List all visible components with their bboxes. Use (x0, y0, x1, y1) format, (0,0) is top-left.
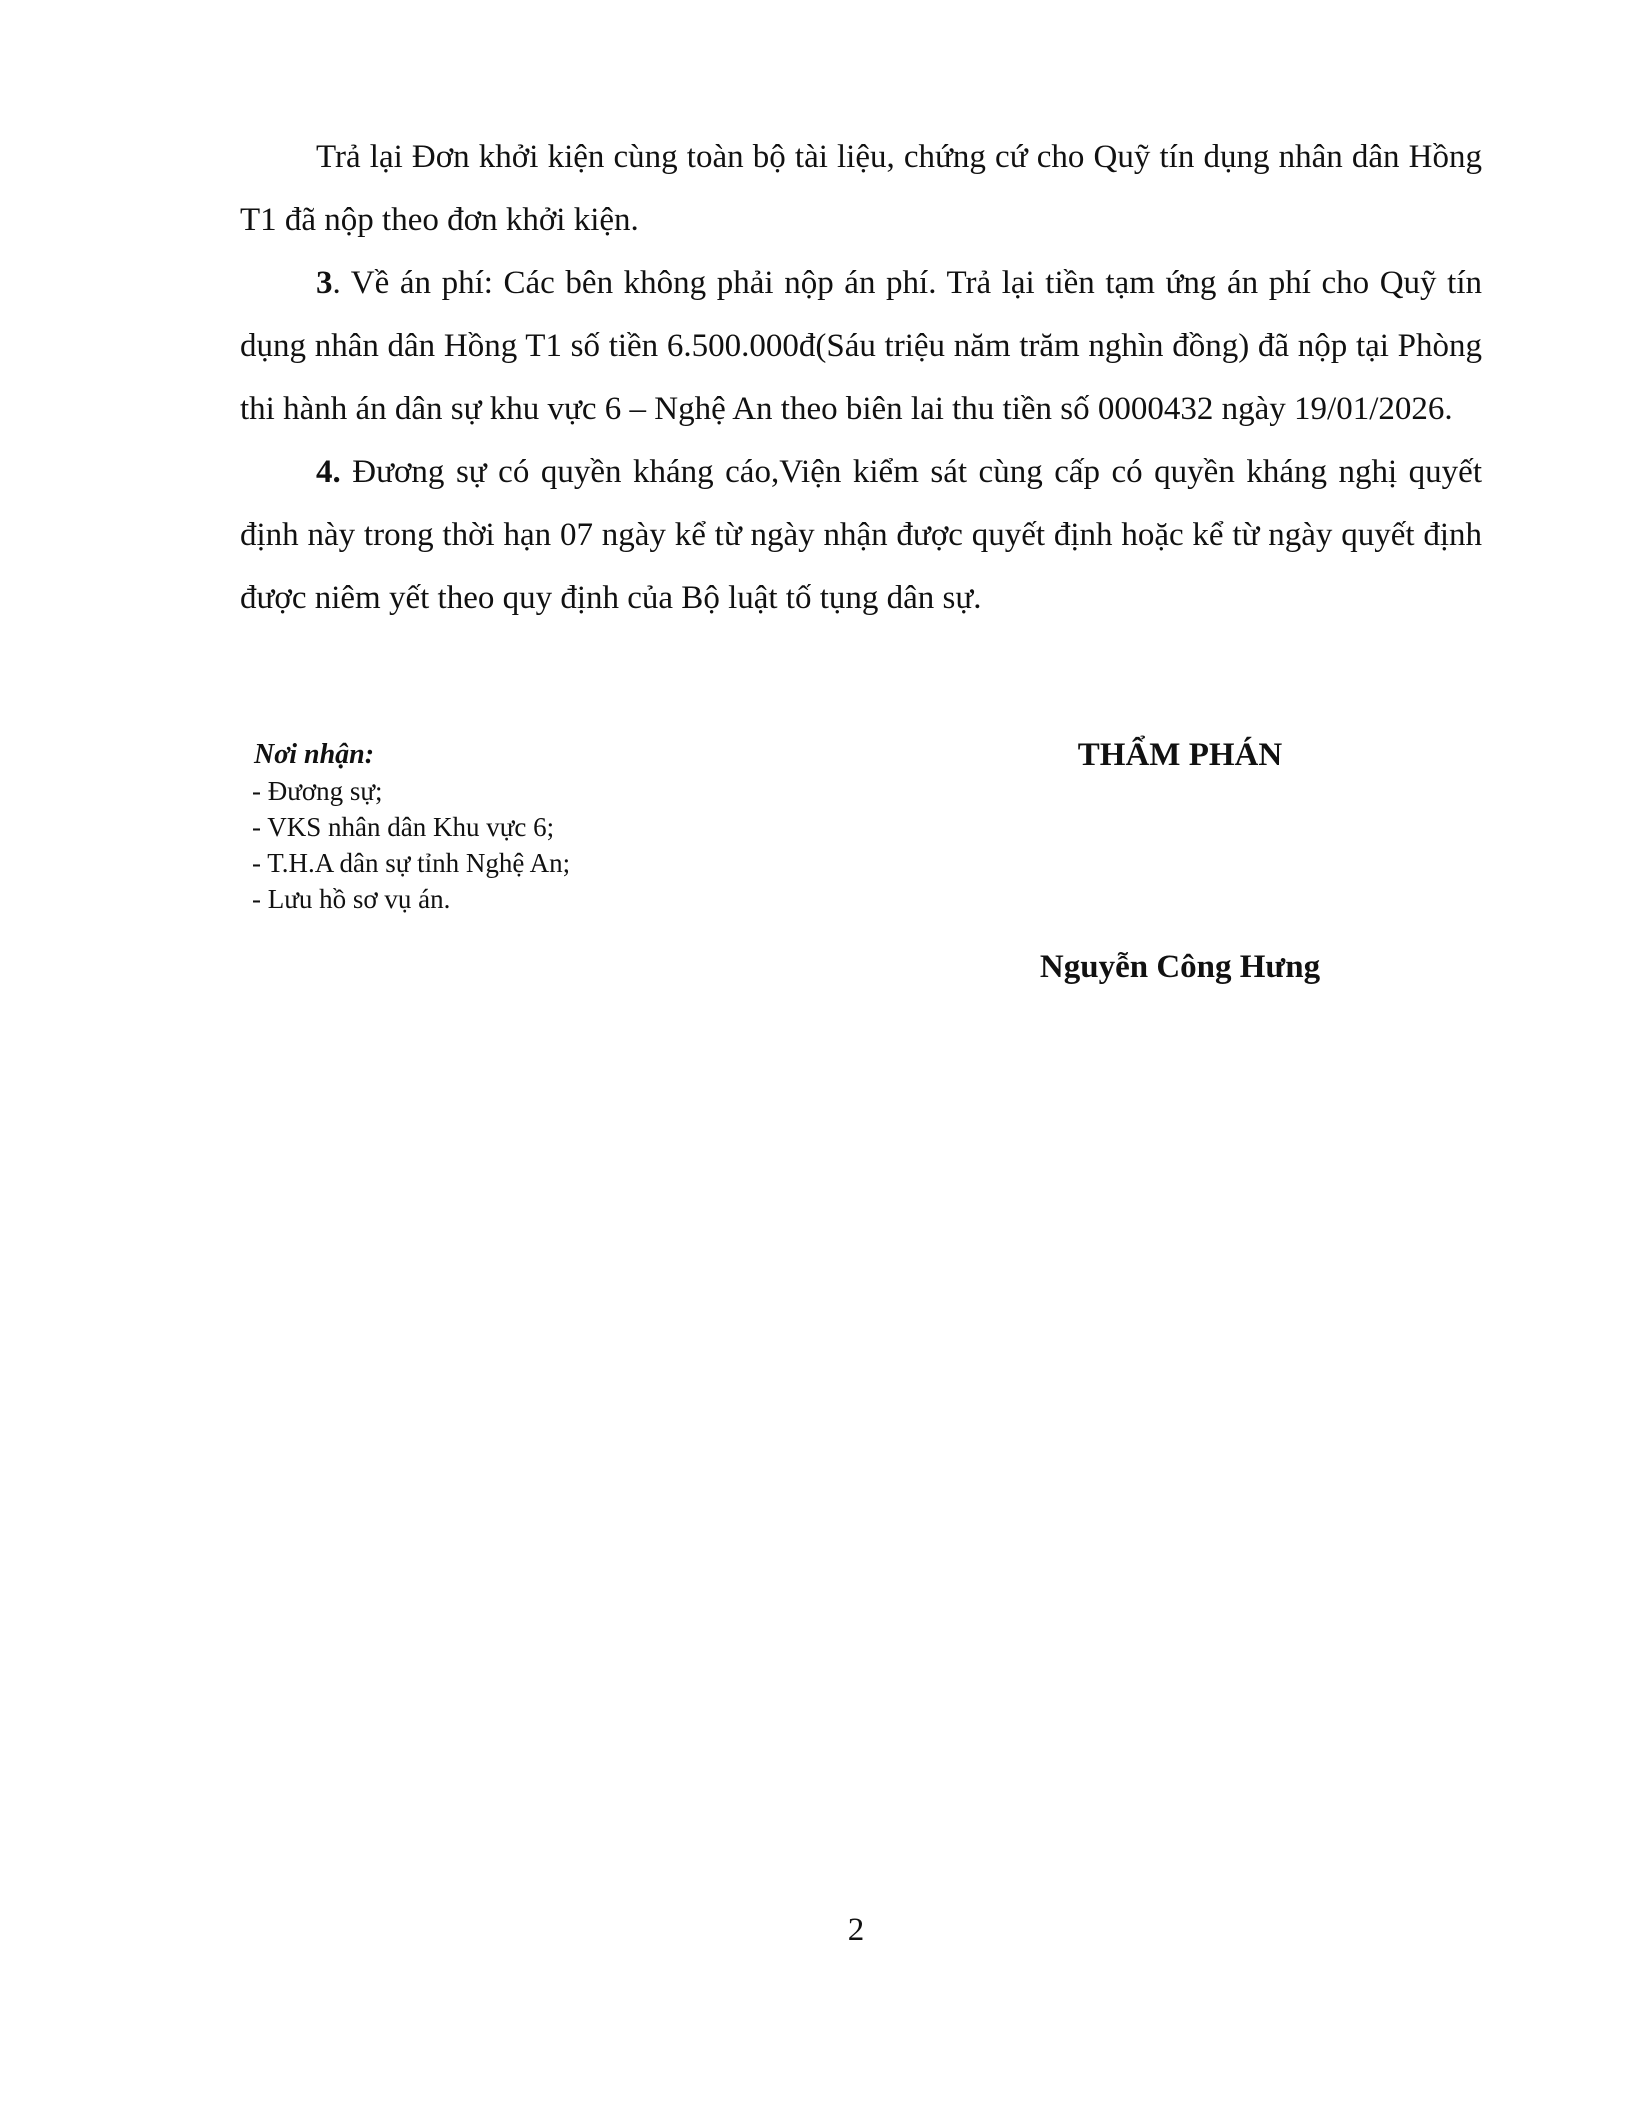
recipient-item: - Lưu hồ sơ vụ án. (252, 884, 451, 914)
paragraph-appeal-rights (240, 441, 1482, 630)
recipient-item: - T.H.A dân sự tỉnh Nghệ An; (252, 848, 571, 878)
paragraph-text: . Về án phí: Các bên không phải nộp án phí. Trả lại tiền tạm ứng án phí cho Quỹ tín dụng nhân dân Hồng T1 số tiền 6.500.000đ(Sáu triệu năm trăm nghìn đồng) đã nộp tại Phòng thi hành án dân sự khu vực 6 – Nghệ An theo biên lai thu tiền số 0000432 ngày 19/01/2026. (240, 265, 1482, 427)
section-number: 3 (316, 265, 333, 301)
recipient-item: - VKS nhân dân Khu vực 6; (252, 812, 555, 842)
paragraph-text: Đương sự có quyền kháng cáo,Viện kiểm sát cùng cấp có quyền kháng nghị quyết định này trong thời hạn 07 ngày kể từ ngày nhận được quyết định hoặc kể từ ngày quyết định được niêm yết theo quy định của Bộ luật tố tụng dân sự. (240, 454, 1482, 616)
recipients-block (252, 737, 852, 917)
page-number: 2 (847, 1912, 865, 1948)
paragraph-court-fees (240, 252, 1482, 441)
recipients-heading: Nơi nhận: (254, 739, 375, 770)
paragraph-text: Trả lại Đơn khởi kiện cùng toàn bộ tài liệu, chứng cứ cho Quỹ tín dụng nhân dân Hồng T1 đã nộp theo đơn khởi kiện. (240, 139, 1482, 238)
section-number: 4. (316, 454, 341, 490)
judge-name: Nguyễn Công Hưng (1039, 949, 1321, 985)
recipients-list (252, 773, 852, 917)
recipient-item: - Đương sự; (252, 776, 383, 806)
paragraph-return-documents (240, 126, 1482, 252)
judge-title: THẨM PHÁN (1077, 737, 1283, 773)
document-body (240, 126, 1482, 630)
